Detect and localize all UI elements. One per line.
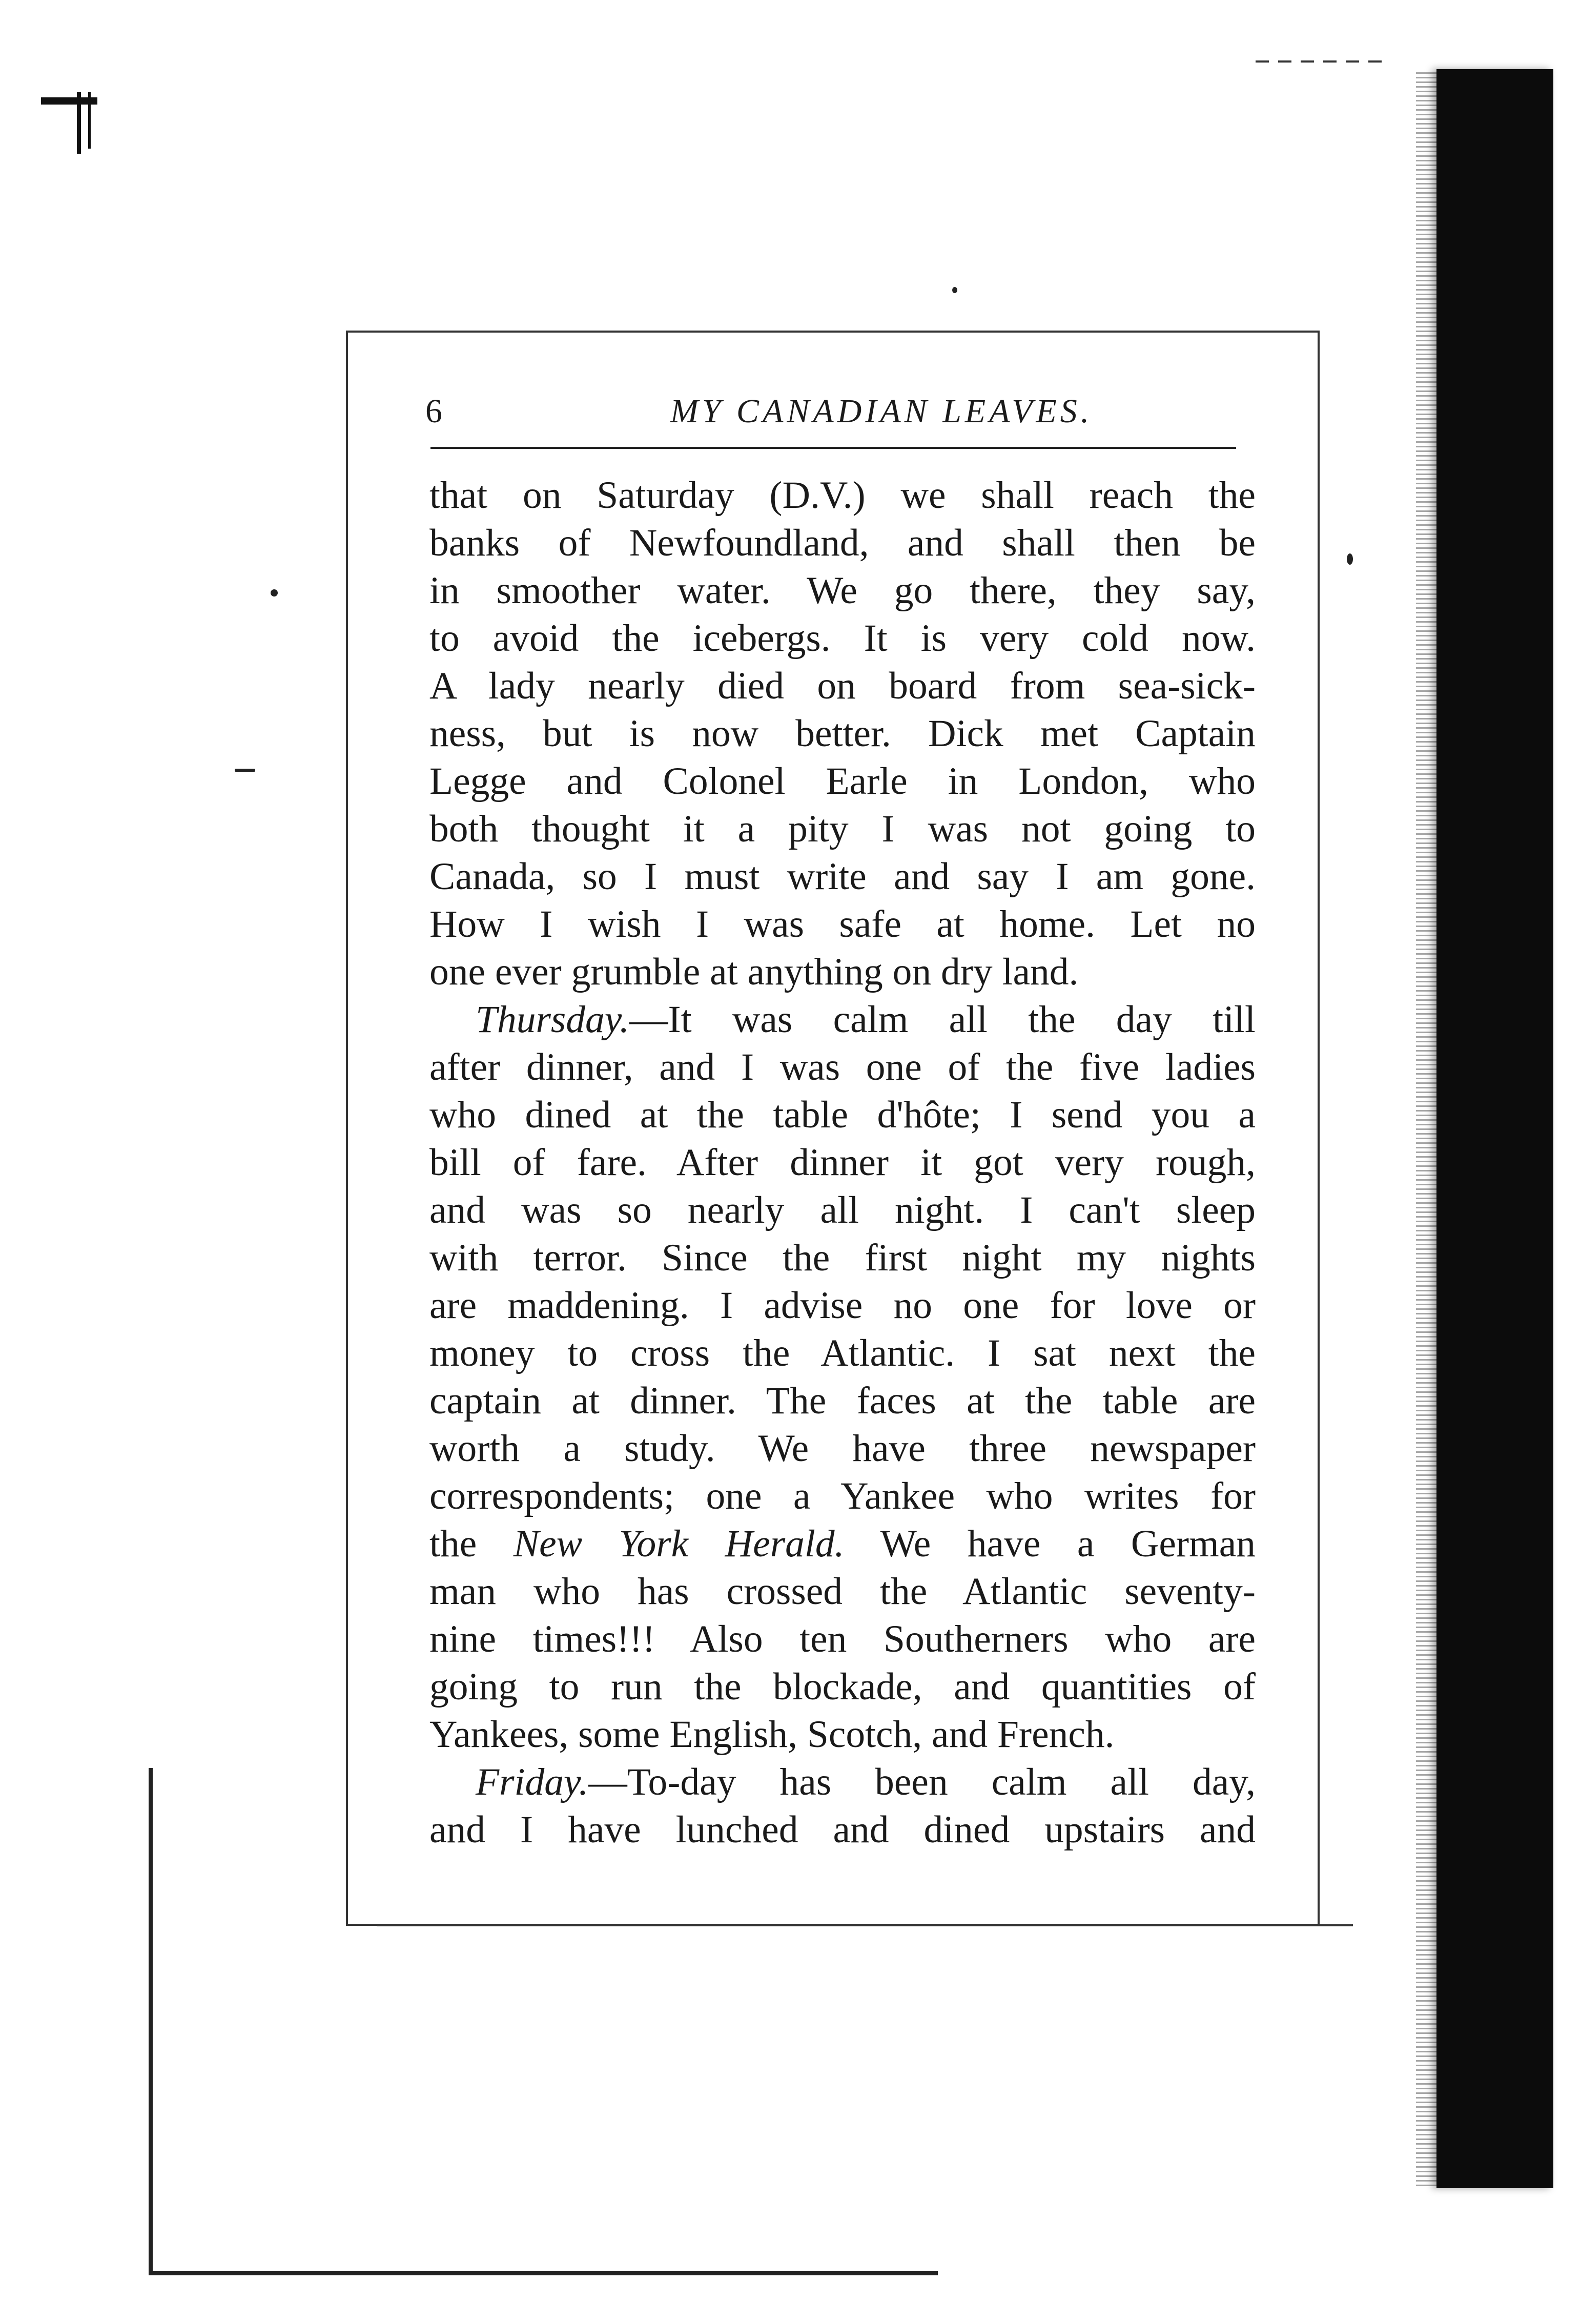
text-line: worth a study. We have three newspaper (429, 1427, 1256, 1470)
running-head (425, 388, 1235, 435)
text-line: going to run the blockade, and quantities of (429, 1665, 1256, 1708)
paragraph-start-thursday: Thursday.—It was calm all the day till (476, 998, 1256, 1041)
text-line: banks of Newfoundland, and shall then be (429, 522, 1256, 564)
text-line: to avoid the icebergs. It is very cold now. (429, 617, 1256, 660)
body-text (429, 471, 1256, 1854)
text-line: ness, but is now better. Dick met Captain (429, 712, 1256, 755)
scan-left-rule (149, 1768, 153, 2275)
scan-corner-mark (41, 92, 97, 154)
text-line: nine times!!! Also ten Southerners who are (429, 1618, 1256, 1660)
text-line: after dinner, and I was one of the five ladies (429, 1046, 1256, 1088)
text-line: Legge and Colonel Earle in London, who (429, 760, 1256, 803)
book-spine-shadow (1436, 69, 1553, 2188)
text-line: How I wish I was safe at home. Let no (429, 903, 1256, 945)
text-line: Canada, so I must write and say I am gone. (429, 855, 1256, 898)
text-line: Yankees, some English, Scotch, and French. (429, 1713, 1115, 1756)
newspaper-title: New York Herald. (513, 1523, 845, 1565)
scan-speck (271, 589, 278, 597)
running-title: MY CANADIAN LEAVES. (670, 393, 1093, 430)
header-rule (430, 447, 1236, 449)
paragraph-start-friday: Friday.—To-day has been calm all day, (476, 1761, 1256, 1803)
text-line: the New York Herald. We have a German (429, 1523, 1256, 1565)
text-line: and was so nearly all night. I can't sleep (429, 1189, 1256, 1231)
scan-top-dash (1256, 60, 1389, 63)
text-line: and I have lunched and dined upstairs and (429, 1808, 1256, 1851)
text-line: A lady nearly died on board from sea-sick- (429, 665, 1256, 707)
text-line: one ever grumble at anything on dry land. (429, 951, 1079, 993)
text-line: correspondents; one a Yankee who writes for (429, 1475, 1256, 1517)
text-line: in smoother water. We go there, they say, (429, 569, 1256, 612)
text-line: bill of fare. After dinner it got very rough, (429, 1141, 1256, 1184)
text-line: with terror. Since the first night my nights (429, 1237, 1256, 1279)
text-line: that on Saturday (D.V.) we shall reach the (429, 474, 1256, 517)
scan-speck (1347, 553, 1353, 565)
day-heading: Thursday. (476, 998, 629, 1041)
scan-bottom-rule (149, 2271, 938, 2275)
text-line: both thought it a pity I was not going to (429, 808, 1256, 850)
text-line: man who has crossed the Atlantic seventy- (429, 1570, 1256, 1613)
scan-speck (952, 287, 957, 293)
scan-speck (235, 769, 255, 772)
page-frame-bottom-rule (377, 1924, 1353, 1926)
page-number: 6 (425, 393, 442, 430)
text-line: captain at dinner. The faces at the table are (429, 1380, 1256, 1422)
text-line: are maddening. I advise no one for love or (429, 1284, 1256, 1327)
text-line: money to cross the Atlantic. I sat next the (429, 1332, 1256, 1374)
day-heading: Friday. (476, 1761, 589, 1803)
text-line: who dined at the table d'hôte; I send you a (429, 1094, 1256, 1136)
